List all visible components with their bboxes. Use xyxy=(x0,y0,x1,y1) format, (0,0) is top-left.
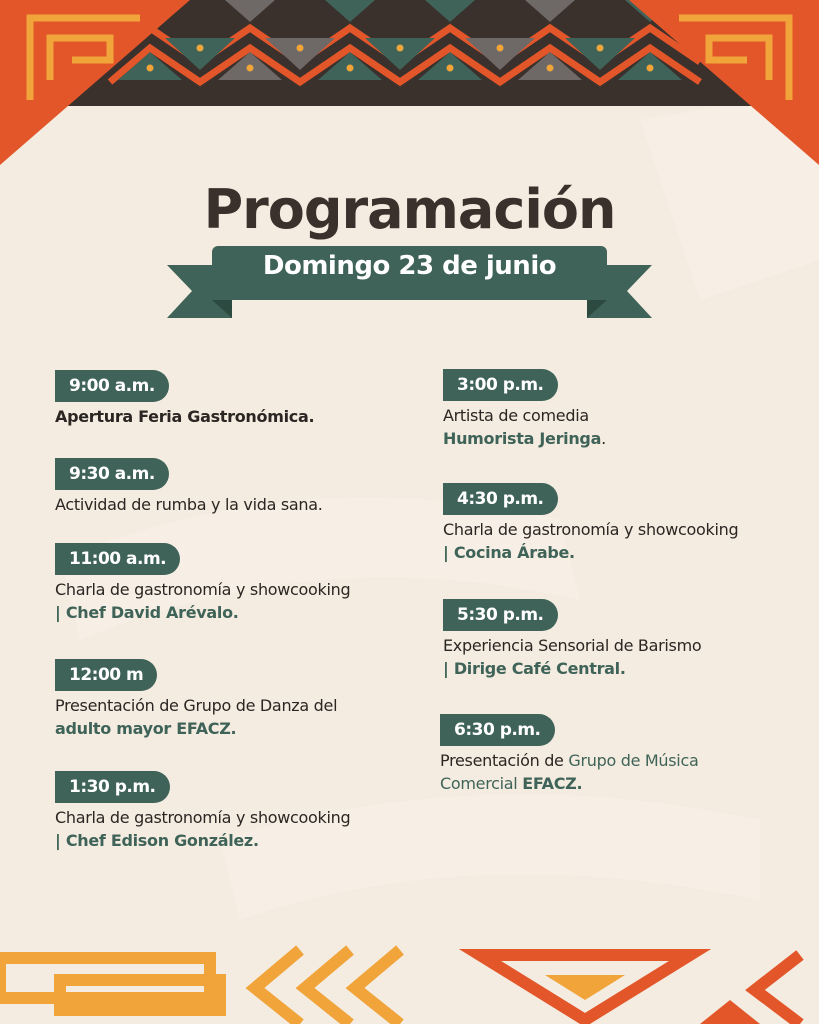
event-description: Experiencia Sensorial de Barismo | Dirige Café Central. xyxy=(443,636,702,678)
time-badge: 12:00 m xyxy=(55,659,157,691)
time-badge: 9:30 a.m. xyxy=(55,458,169,490)
event-description: Artista de comedia Humorista Jeringa. xyxy=(443,406,606,448)
event-description: Presentación de Grupo de Música Comercial EFACZ. xyxy=(440,751,699,793)
event-host: | Chef Edison González. xyxy=(55,831,259,850)
time-badge: 6:30 p.m. xyxy=(440,714,555,746)
event-host: adulto mayor EFACZ. xyxy=(55,719,237,738)
time-badge: 11:00 a.m. xyxy=(55,543,180,575)
event-item xyxy=(55,771,350,852)
event-item xyxy=(443,483,738,564)
event-item xyxy=(55,659,337,740)
event-description: Presentación de Grupo de Danza del adulto mayor EFACZ. xyxy=(55,696,338,738)
date-ribbon: Domingo 23 de junio xyxy=(262,251,557,281)
event-host: | Dirige Café Central. xyxy=(443,659,626,678)
event-host: | Cocina Árabe. xyxy=(443,543,575,562)
time-badge: 1:30 p.m. xyxy=(55,771,170,803)
time-badge: 5:30 p.m. xyxy=(443,599,558,631)
event-description: Apertura Feria Gastronómica. xyxy=(55,407,315,426)
time-badge: 4:30 p.m. xyxy=(443,483,558,515)
event-host: | Chef David Arévalo. xyxy=(55,603,239,622)
event-item xyxy=(443,369,606,450)
event-item xyxy=(55,458,323,516)
event-host: Humorista Jeringa xyxy=(443,429,602,448)
event-description: Charla de gastronomía y showcooking | Chef David Arévalo. xyxy=(55,580,351,622)
event-description: Charla de gastronomía y showcooking | Cocina Árabe. xyxy=(443,520,739,562)
event-item xyxy=(55,543,350,624)
event-description: Charla de gastronomía y showcooking | Chef Edison González. xyxy=(55,808,351,850)
event-item xyxy=(55,370,314,428)
time-badge: 9:00 a.m. xyxy=(55,370,169,402)
event-host: Grupo de Música xyxy=(568,751,699,770)
page-title: Programación xyxy=(203,178,616,241)
time-badge: 3:00 p.m. xyxy=(443,369,558,401)
event-description: Actividad de rumba y la vida sana. xyxy=(55,495,323,514)
event-item xyxy=(443,599,701,680)
event-item xyxy=(440,714,698,795)
